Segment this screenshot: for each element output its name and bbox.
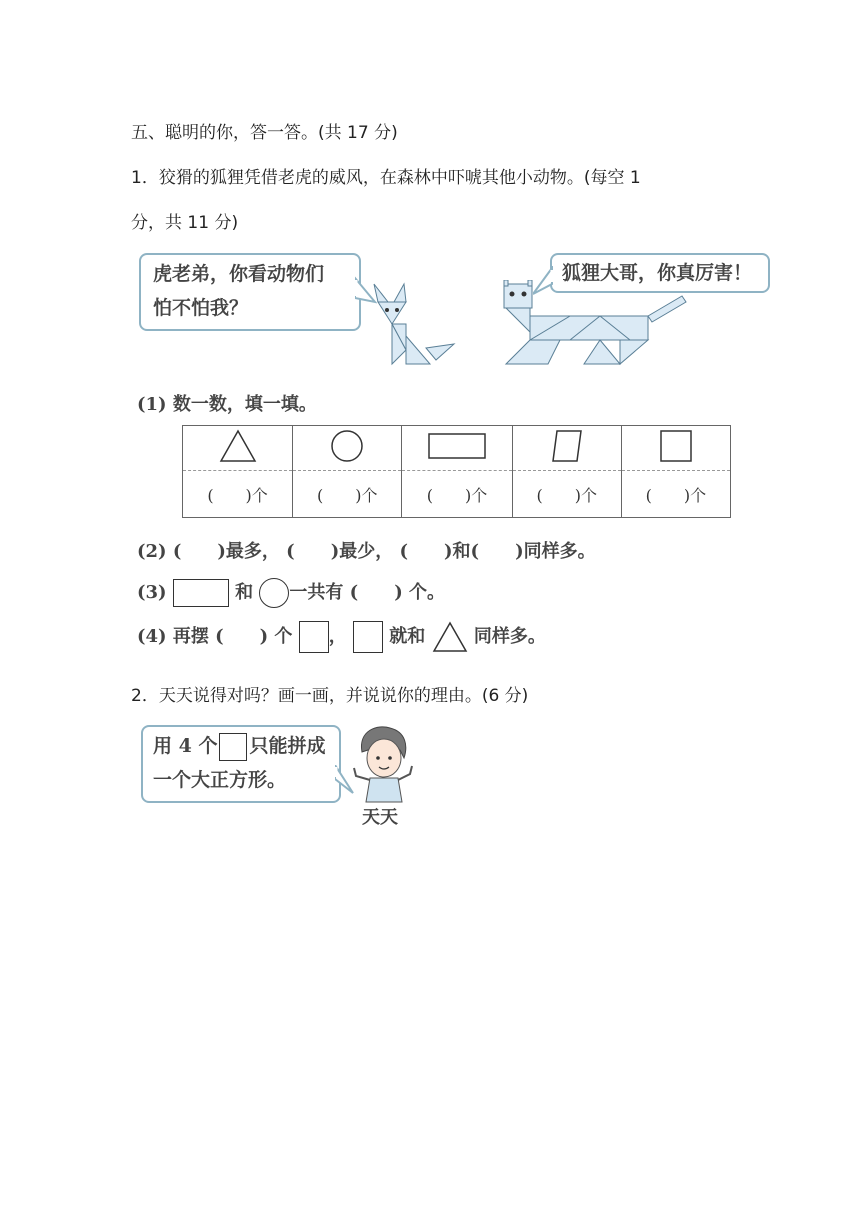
circle-count[interactable]: ( )个	[316, 485, 378, 505]
sub2-and: 和	[452, 541, 471, 562]
fox-speech-bubble	[139, 253, 361, 331]
rectangle-icon	[173, 579, 229, 607]
sub2-most: 最多，	[225, 541, 280, 562]
sub-question-4	[137, 620, 546, 654]
tiantian-speech-bubble	[141, 725, 341, 803]
sub-question-1: (1) 数一数，填一填。	[137, 394, 317, 415]
sub2-blank-a[interactable]: ( )	[399, 541, 453, 562]
rectangle-icon	[427, 431, 487, 461]
tiantian-speech-line2: 一个大正方形。	[153, 769, 287, 791]
square-icon	[353, 621, 383, 653]
shape-count-table	[182, 425, 731, 518]
sub2-same: 同样多。	[523, 541, 596, 562]
tiantian-name: 天天	[362, 807, 398, 828]
section-title: 五、聪明的你，答一答。(共 17 分)	[131, 123, 398, 143]
sub2-blank-most[interactable]: ( )	[172, 541, 226, 562]
sub3-and: 和	[235, 582, 254, 603]
circle-icon	[329, 428, 365, 464]
square-count[interactable]: ( )个	[645, 485, 707, 505]
sub2-least: 最少，	[339, 541, 394, 562]
parallelogram-icon	[549, 428, 585, 464]
sub4-same: 同样多。	[473, 626, 546, 647]
square-icon	[299, 621, 329, 653]
parallelogram-cell	[512, 426, 621, 471]
q1-text-line1: 1．狡猾的狐狸凭借老虎的威风，在森林中吓唬其他小动物。(每空 1	[131, 168, 641, 188]
cat-tangram-icon	[500, 280, 690, 370]
parallelogram-count[interactable]: ( )个	[536, 485, 597, 505]
triangle-cell	[183, 426, 293, 471]
animal-speech-text: 狐狸大哥，你真厉害！	[562, 262, 753, 284]
triangle-icon	[218, 428, 258, 464]
sub4-number: (4)	[137, 626, 167, 647]
sub4-again[interactable]: 再摆 ( ) 个	[172, 626, 293, 647]
q1-text-line2: 分，共 11 分)	[131, 213, 239, 233]
bubble-post: 只能拼成	[249, 735, 326, 757]
sub2-number: (2)	[137, 541, 167, 562]
sub4-comma: ，	[328, 626, 347, 647]
bubble-pre: 用 4 个	[153, 735, 218, 757]
square-icon	[659, 429, 693, 463]
fox-tangram-icon	[370, 280, 460, 370]
rectangle-cell	[402, 426, 512, 471]
triangle-count[interactable]: ( )个	[207, 485, 268, 505]
sub3-total[interactable]: 一共有 ( ) 个。	[289, 582, 445, 603]
fox-speech-line1: 虎老弟，你看动物们	[153, 263, 325, 285]
sub-question-2	[137, 537, 596, 563]
sub2-blank-b[interactable]: ( )	[470, 541, 524, 562]
triangle-icon	[432, 621, 468, 653]
fox-speech-line2: 怕不怕我？	[153, 297, 249, 319]
sub4-then: 就和	[389, 626, 426, 647]
q2-text: 2．天天说得对吗？画一画，并说说你的理由。(6 分)	[131, 686, 529, 706]
sub2-blank-least[interactable]: ( )	[286, 541, 340, 562]
tiantian-character-icon	[348, 722, 418, 804]
square-icon	[219, 733, 247, 761]
square-cell	[621, 426, 730, 471]
sub3-number: (3)	[137, 582, 167, 603]
tiantian-speech-line1	[153, 729, 339, 763]
circle-cell	[293, 426, 402, 471]
rectangle-count[interactable]: ( )个	[426, 485, 488, 505]
sub-question-3	[137, 577, 445, 609]
circle-icon	[259, 578, 289, 608]
